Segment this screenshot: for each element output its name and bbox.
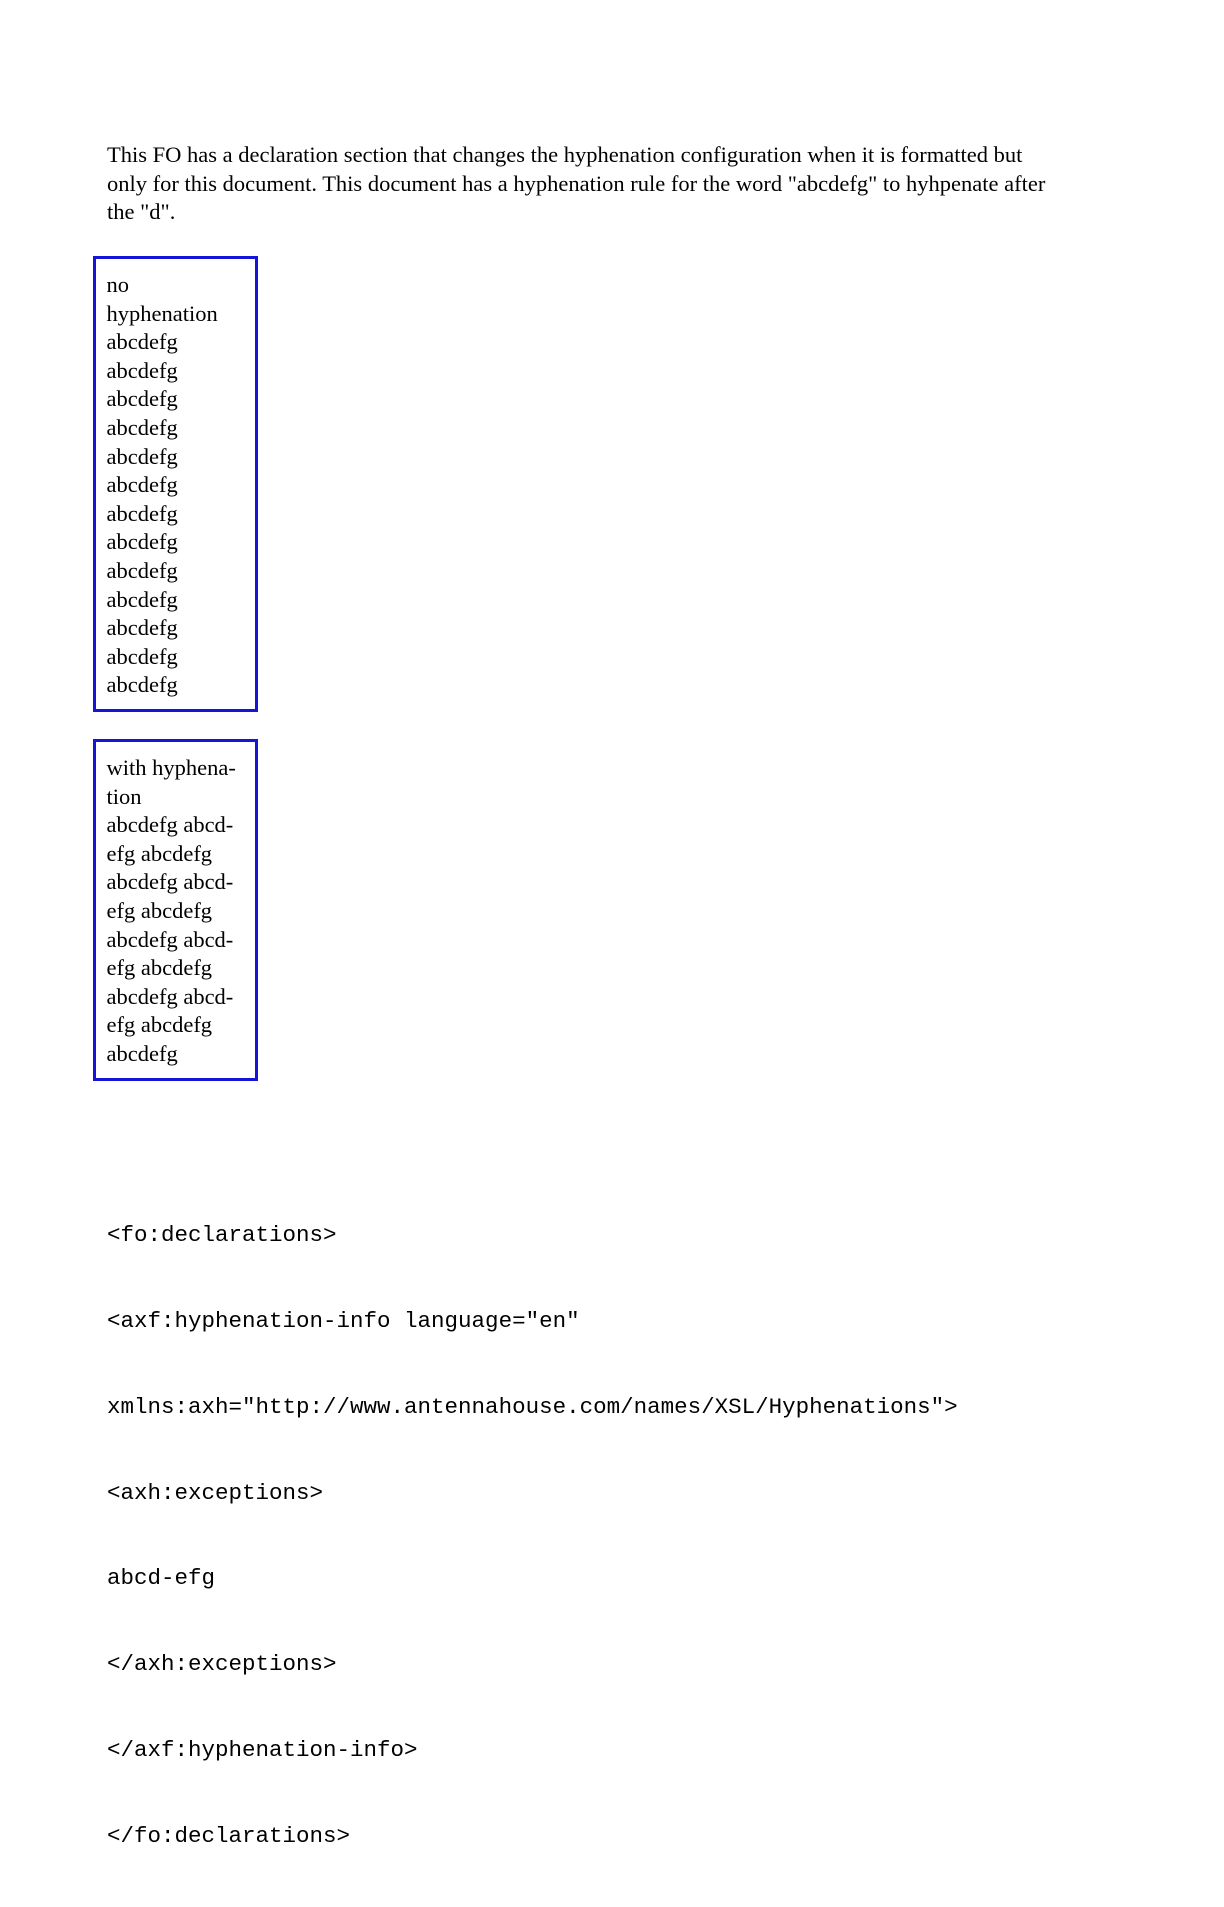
box-line: abcdefg	[106, 643, 178, 669]
box-line: abcdefg	[106, 500, 178, 526]
box-line: with hyphena-	[106, 755, 236, 780]
box-line: abcdefg	[106, 557, 178, 583]
code-line: abcd-efg	[107, 1565, 216, 1592]
box-line: abcdefg	[106, 472, 178, 498]
box-line: abcdefg abcd-	[106, 812, 234, 838]
code-line: xmlns:axh="http://www.antennahouse.com/names/XSL/Hyphenations">	[107, 1393, 958, 1420]
box-line: efg abcdefg	[106, 840, 213, 866]
box-line: efg abcdefg	[106, 1012, 213, 1038]
box-line: efg abcdefg	[106, 955, 213, 981]
no-hyphenation-box	[93, 256, 258, 712]
box-line: no	[106, 272, 129, 297]
box-line: abcdefg	[106, 672, 178, 698]
code-line: <fo:declarations>	[107, 1222, 337, 1249]
intro-line: This FO has a declaration section that changes the hyphenation configuration when it is formatted but	[107, 142, 1023, 167]
code-line: </axh:exceptions>	[107, 1651, 337, 1678]
box-line: abcdefg abcd-	[106, 983, 234, 1009]
code-line: </axf:hyphenation-info>	[107, 1736, 418, 1763]
intro-line: only for this document. This document has a hyphenation rule for the word "abcdefg" to hyhpenate after	[107, 170, 1046, 196]
code-line: <axh:exceptions>	[107, 1479, 324, 1506]
box-line: abcdefg	[106, 357, 178, 383]
no-hyphenation-text	[107, 271, 218, 700]
code-line: </fo:declarations>	[107, 1822, 351, 1849]
box-line: abcdefg	[106, 615, 178, 641]
with-hyphenation-box	[93, 739, 258, 1081]
box-line: hyphenation	[106, 300, 218, 326]
box-line: efg abcdefg	[106, 897, 213, 923]
box-line: abcdefg	[106, 329, 178, 355]
with-hyphenation-text	[107, 754, 236, 1069]
box-line: abcdefg	[106, 414, 178, 440]
code-sample	[107, 1164, 958, 1907]
box-line: abcdefg abcd-	[106, 869, 234, 895]
intro-line: the "d".	[107, 199, 176, 225]
box-line: abcdefg	[106, 443, 178, 469]
box-line: abcdefg	[106, 529, 178, 555]
intro-paragraph	[107, 141, 1117, 227]
code-line: <axf:hyphenation-info language="en"	[107, 1307, 580, 1334]
box-line: abcdefg	[106, 1040, 178, 1066]
box-line: abcdefg	[106, 386, 178, 412]
box-line: abcdefg abcd-	[106, 926, 234, 952]
box-line: abcdefg	[106, 586, 178, 612]
box-line: tion	[106, 783, 142, 809]
